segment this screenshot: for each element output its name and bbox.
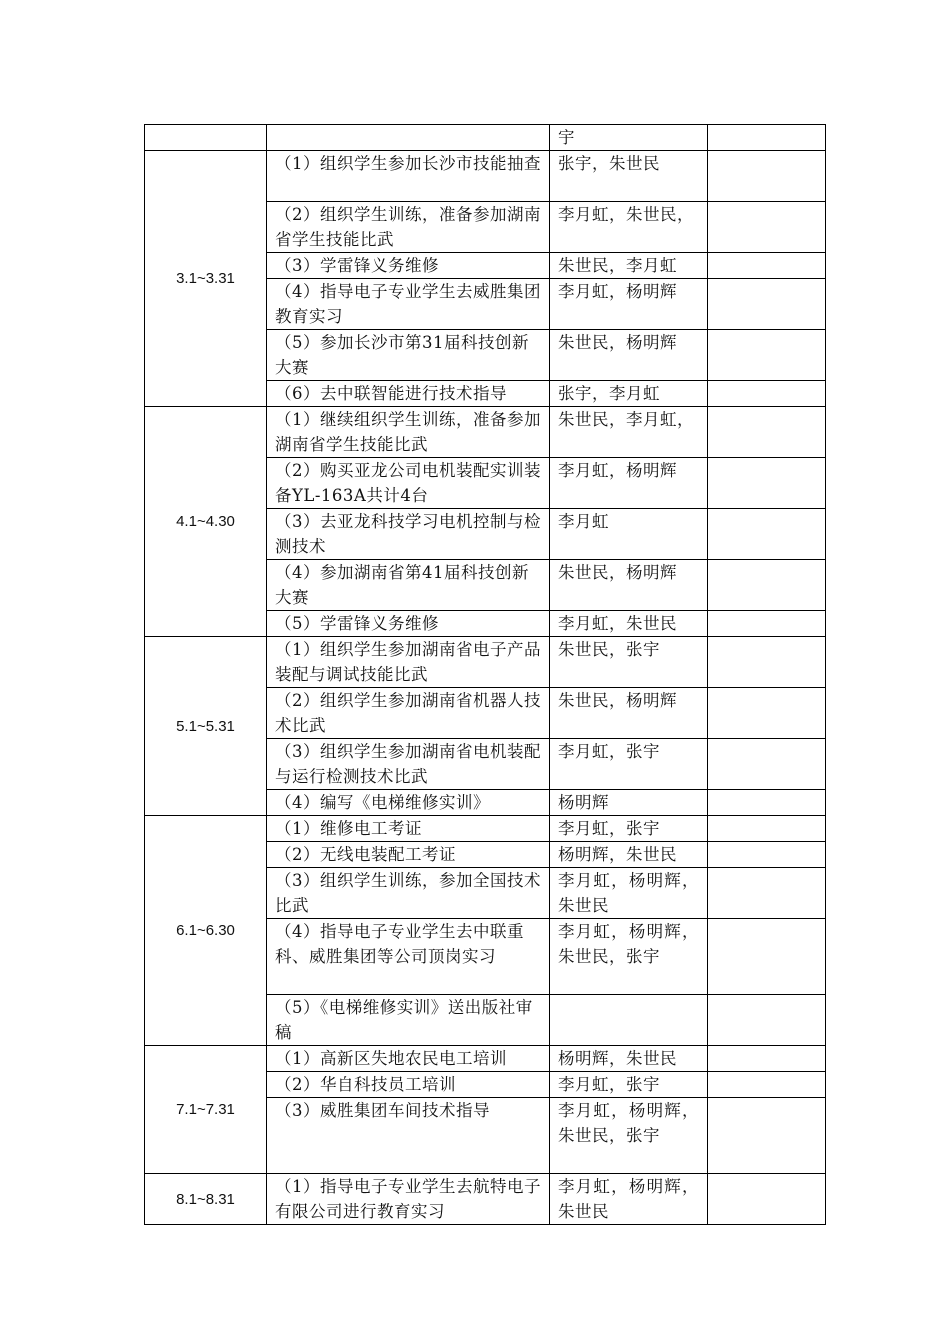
- responsible-cell: 李月虹，朱世民: [550, 611, 708, 637]
- task-cell: （4）编写《电梯维修实训》: [267, 790, 550, 816]
- remarks-cell: [708, 279, 826, 330]
- task-cell: （2）购买亚龙公司电机装配实训装备YL-163A共计4台: [267, 458, 550, 509]
- remarks-cell: [708, 1174, 826, 1225]
- remarks-cell: [708, 253, 826, 279]
- period-cell: [145, 125, 267, 151]
- responsible-cell: 李月虹，杨明辉，朱世民，张宇: [550, 1098, 708, 1174]
- task-cell: （3）组织学生参加湖南省电机装配与运行检测技术比武: [267, 739, 550, 790]
- responsible-cell: 张宇，李月虹: [550, 381, 708, 407]
- table-row: [145, 407, 826, 458]
- task-cell: [267, 125, 550, 151]
- remarks-cell: [708, 381, 826, 407]
- remarks-cell: [708, 637, 826, 688]
- task-cell: （3）组织学生训练，参加全国技术比武: [267, 868, 550, 919]
- remarks-cell: [708, 407, 826, 458]
- remarks-cell: [708, 739, 826, 790]
- responsible-cell: 李月虹，杨明辉: [550, 279, 708, 330]
- responsible-cell: 李月虹，杨明辉: [550, 458, 708, 509]
- responsible-cell: 李月虹，杨明辉，朱世民: [550, 868, 708, 919]
- responsible-cell: 李月虹: [550, 509, 708, 560]
- responsible-cell: 朱世民，杨明辉: [550, 330, 708, 381]
- task-cell: （4）参加湖南省第41届科技创新大赛: [267, 560, 550, 611]
- remarks-cell: [708, 560, 826, 611]
- task-cell: （2）华自科技员工培训: [267, 1072, 550, 1098]
- remarks-cell: [708, 842, 826, 868]
- period-cell: 6.1~6.30: [145, 816, 267, 1046]
- table-row: [145, 816, 826, 842]
- task-cell: （1）维修电工考证: [267, 816, 550, 842]
- remarks-cell: [708, 995, 826, 1046]
- remarks-cell: [708, 509, 826, 560]
- remarks-cell: [708, 816, 826, 842]
- responsible-cell: 李月虹，张宇: [550, 1072, 708, 1098]
- task-cell: （4）指导电子专业学生去威胜集团教育实习: [267, 279, 550, 330]
- schedule-body: [145, 125, 826, 1225]
- remarks-cell: [708, 458, 826, 509]
- task-cell: （3）学雷锋义务维修: [267, 253, 550, 279]
- task-cell: （5）《电梯维修实训》送出版社审稿: [267, 995, 550, 1046]
- period-cell: 8.1~8.31: [145, 1174, 267, 1225]
- remarks-cell: [708, 611, 826, 637]
- responsible-cell: 李月虹，杨明辉，朱世民: [550, 1174, 708, 1225]
- task-cell: （5）参加长沙市第31届科技创新大赛: [267, 330, 550, 381]
- task-cell: （1）组织学生参加湖南省电子产品装配与调试技能比武: [267, 637, 550, 688]
- remarks-cell: [708, 125, 826, 151]
- responsible-cell: 朱世民，杨明辉: [550, 688, 708, 739]
- task-cell: （1）高新区失地农民电工培训: [267, 1046, 550, 1072]
- responsible-cell: 宇: [550, 125, 708, 151]
- task-cell: （2）组织学生训练，准备参加湖南省学生技能比武: [267, 202, 550, 253]
- responsible-cell: 李月虹，张宇: [550, 739, 708, 790]
- task-cell: （2）组织学生参加湖南省机器人技术比武: [267, 688, 550, 739]
- responsible-cell: 朱世民，张宇: [550, 637, 708, 688]
- remarks-cell: [708, 868, 826, 919]
- task-cell: （1）继续组织学生训练，准备参加湖南省学生技能比武: [267, 407, 550, 458]
- remarks-cell: [708, 919, 826, 995]
- remarks-cell: [708, 790, 826, 816]
- table-row: [145, 1046, 826, 1072]
- responsible-cell: 杨明辉，朱世民: [550, 842, 708, 868]
- responsible-cell: 杨明辉，朱世民: [550, 1046, 708, 1072]
- responsible-cell: 杨明辉: [550, 790, 708, 816]
- responsible-cell: 张宇，朱世民: [550, 151, 708, 202]
- task-cell: （5）学雷锋义务维修: [267, 611, 550, 637]
- task-cell: （6）去中联智能进行技术指导: [267, 381, 550, 407]
- period-cell: 3.1~3.31: [145, 151, 267, 407]
- task-cell: （3）威胜集团车间技术指导: [267, 1098, 550, 1174]
- responsible-cell: 朱世民，杨明辉: [550, 560, 708, 611]
- task-cell: （1）指导电子专业学生去航特电子有限公司进行教育实习: [267, 1174, 550, 1225]
- responsible-cell: [550, 995, 708, 1046]
- task-cell: （1）组织学生参加长沙市技能抽查: [267, 151, 550, 202]
- schedule-table: [144, 124, 826, 1225]
- task-cell: （4）指导电子专业学生去中联重科、威胜集团等公司顶岗实习: [267, 919, 550, 995]
- table-row: [145, 125, 826, 151]
- task-cell: （2）无线电装配工考证: [267, 842, 550, 868]
- remarks-cell: [708, 330, 826, 381]
- responsible-cell: 李月虹，张宇: [550, 816, 708, 842]
- task-cell: （3）去亚龙科技学习电机控制与检测技术: [267, 509, 550, 560]
- remarks-cell: [708, 1046, 826, 1072]
- remarks-cell: [708, 1098, 826, 1174]
- remarks-cell: [708, 151, 826, 202]
- period-cell: 4.1~4.30: [145, 407, 267, 637]
- responsible-cell: 李月虹，朱世民，: [550, 202, 708, 253]
- responsible-cell: 朱世民，李月虹，: [550, 407, 708, 458]
- responsible-cell: 朱世民，李月虹: [550, 253, 708, 279]
- table-row: [145, 637, 826, 688]
- remarks-cell: [708, 202, 826, 253]
- table-row: [145, 1174, 826, 1225]
- table-row: [145, 151, 826, 202]
- remarks-cell: [708, 1072, 826, 1098]
- period-cell: 7.1~7.31: [145, 1046, 267, 1174]
- period-cell: 5.1~5.31: [145, 637, 267, 816]
- remarks-cell: [708, 688, 826, 739]
- responsible-cell: 李月虹，杨明辉，朱世民，张宇: [550, 919, 708, 995]
